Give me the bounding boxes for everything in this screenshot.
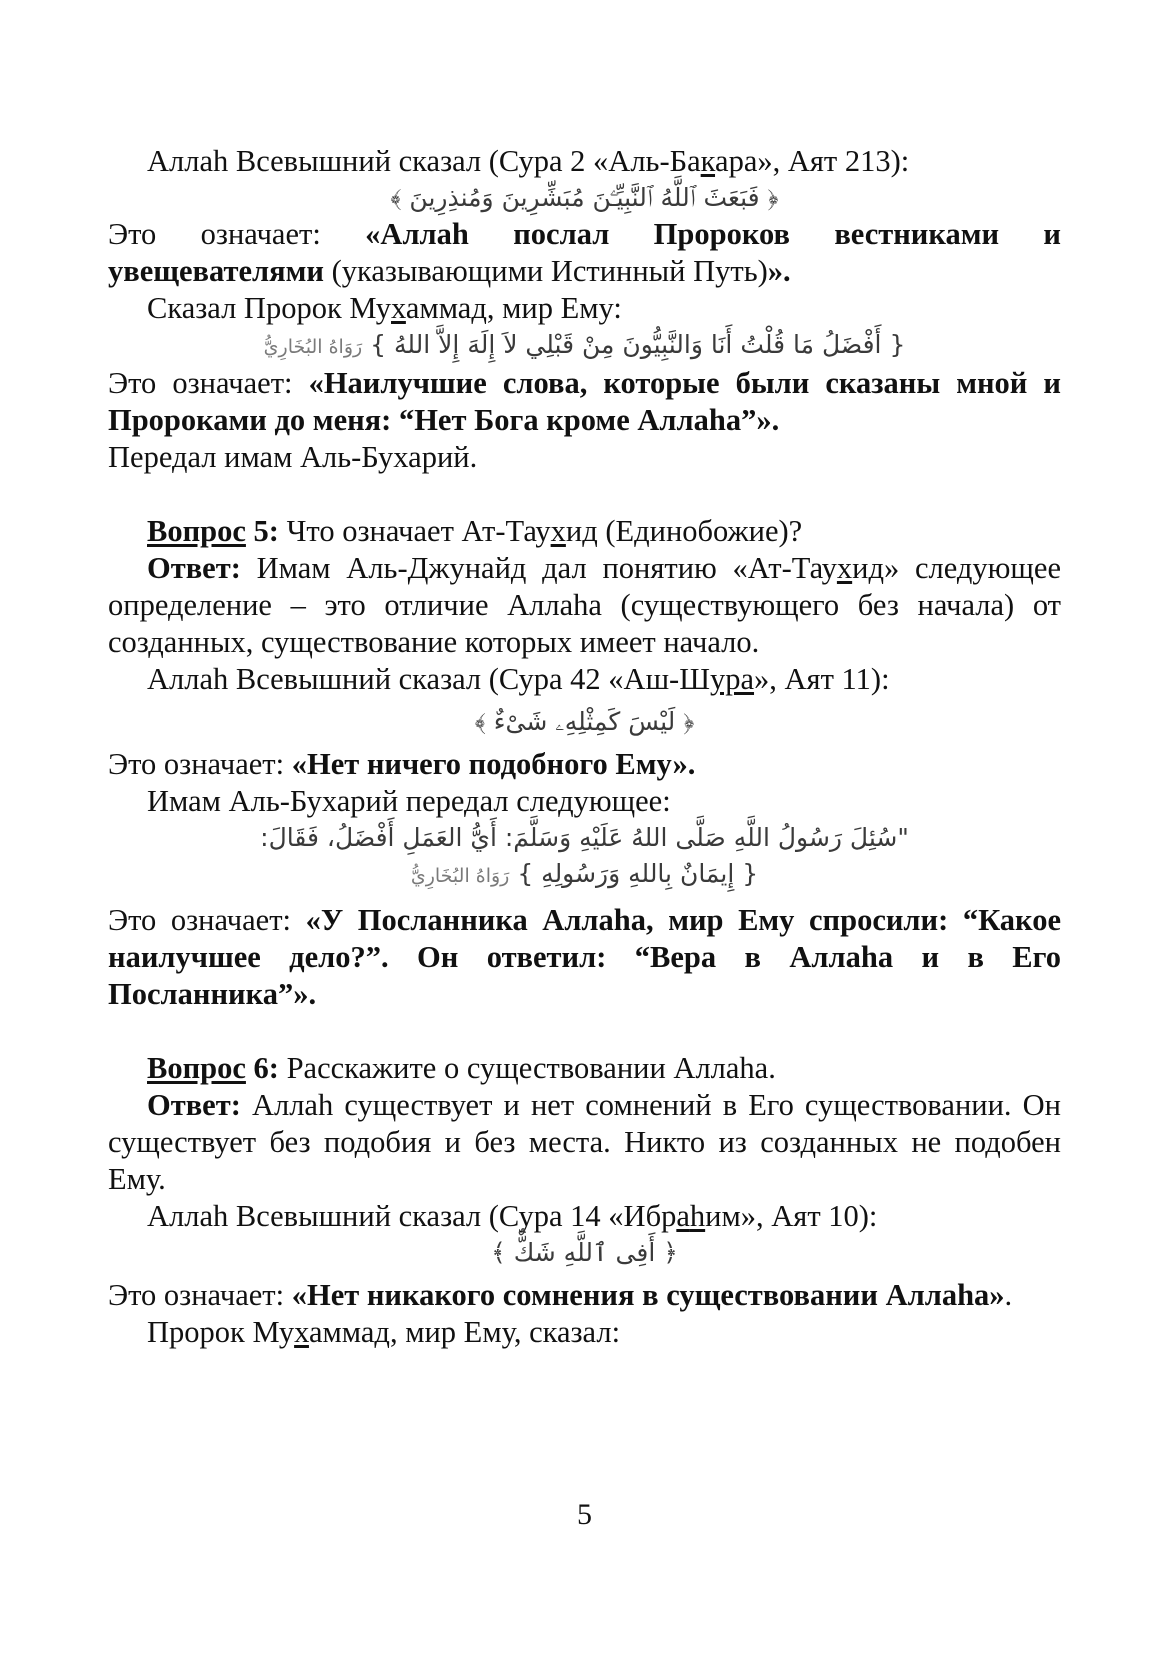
hadith-meaning: Это означает: «Наилучшие слова, которые были сказаны мной и Пророками до меня: “Нет Бога кроме Аллаhа”». — [108, 366, 1061, 437]
arabic-hadith-line-2: { إِيمَانٌ بِاللهِ وَرَسُولِهِ } رَوَاهُ البُخَارِيُّ — [410, 859, 759, 888]
arabic-verse: ﴿ فَبَعَثَ ٱللَّهُ ٱلنَّبِيِّـۧنَ مُبَشِّرِينَ وَمُنذِرِينَ ﴾ — [390, 183, 779, 212]
question-6: Вопрос 6: Расскажите о существовании Аллаhа. — [147, 1051, 776, 1085]
answer-5: Ответ: Имам Аль-Джунайд дал понятию «Ат-Таухид» следующее определение – это отличие Аллаhа (существующего без начала) от созданных, существование которых имеет начало. — [108, 551, 1061, 659]
quote-intro: Аллаh Всевышний сказал (Сура 14 «Ибраhим», Аят 10): — [147, 1199, 878, 1233]
answer-6: Ответ: Аллаh существует и нет сомнений в Его существовании. Он существует без подобия и без места. Никто из созданных не подобен Ему. — [108, 1088, 1061, 1196]
verse-meaning: Это означает: «Нет ничего подобного Ему». — [108, 747, 696, 781]
closing-line: Пророк Мухаммад, мир Ему, сказал: — [147, 1315, 621, 1349]
verse-meaning: Это означает: «Аллаh послал Пророков вестниками и увещевателями (указывающими Истинный Путь)». — [108, 217, 1061, 288]
question-5: Вопрос 5: Что означает Ат-Таухид (Единобожие)? — [147, 514, 803, 548]
verse-meaning: Это означает: «Нет никакого сомнения в существовании Аллаhа». — [108, 1278, 1013, 1312]
arabic-hadith: { أَفْضَلُ مَا قُلْتُ أَنَا وَالنَّبِيُّونَ مِنْ قَبْلِي لاَ إِلَهَ إِلاَّ اللهُ } رَوَاهُ البُخَارِيُّ — [263, 330, 906, 359]
hadith-transmitter: Передал имам Аль-Бухарий. — [108, 440, 478, 474]
quote-intro: Аллаh Всевышний сказал (Сура 2 «Аль-Бакара», Аят 213): — [147, 144, 910, 178]
arabic-verse: ﴿ لَيْسَ كَمِثْلِهِۦ شَىْءٌ ﴾ — [474, 707, 695, 736]
hadith-meaning: Это означает: «У Посланника Аллаhа, мир Ему спросили: “Какое наилучшее дело?”. Он ответил: “Вера в Аллаhа и в Его Посланника”». — [108, 903, 1061, 1011]
page-number: 5 — [577, 1498, 592, 1531]
arabic-hadith-line-1: "سُئِلَ رَسُولُ اللَّهِ صَلَّى اللهُ عَلَيْهِ وَسَلَّمَ: أَيُّ العَمَلِ أَفْضَلُ، فَقَالَ: — [260, 823, 909, 852]
arabic-verse: ﴿ أَفِى ٱللَّهِ شَكٌّ ﴾ — [491, 1238, 678, 1267]
hadith-intro: Сказал Пророк Мухаммад, мир Ему: — [147, 291, 622, 325]
hadith-intro: Имам Аль-Бухарий передал следующее: — [147, 784, 671, 818]
quote-intro: Аллаh Всевышний сказал (Сура 42 «Аш-Шура», Аят 11): — [147, 662, 890, 696]
